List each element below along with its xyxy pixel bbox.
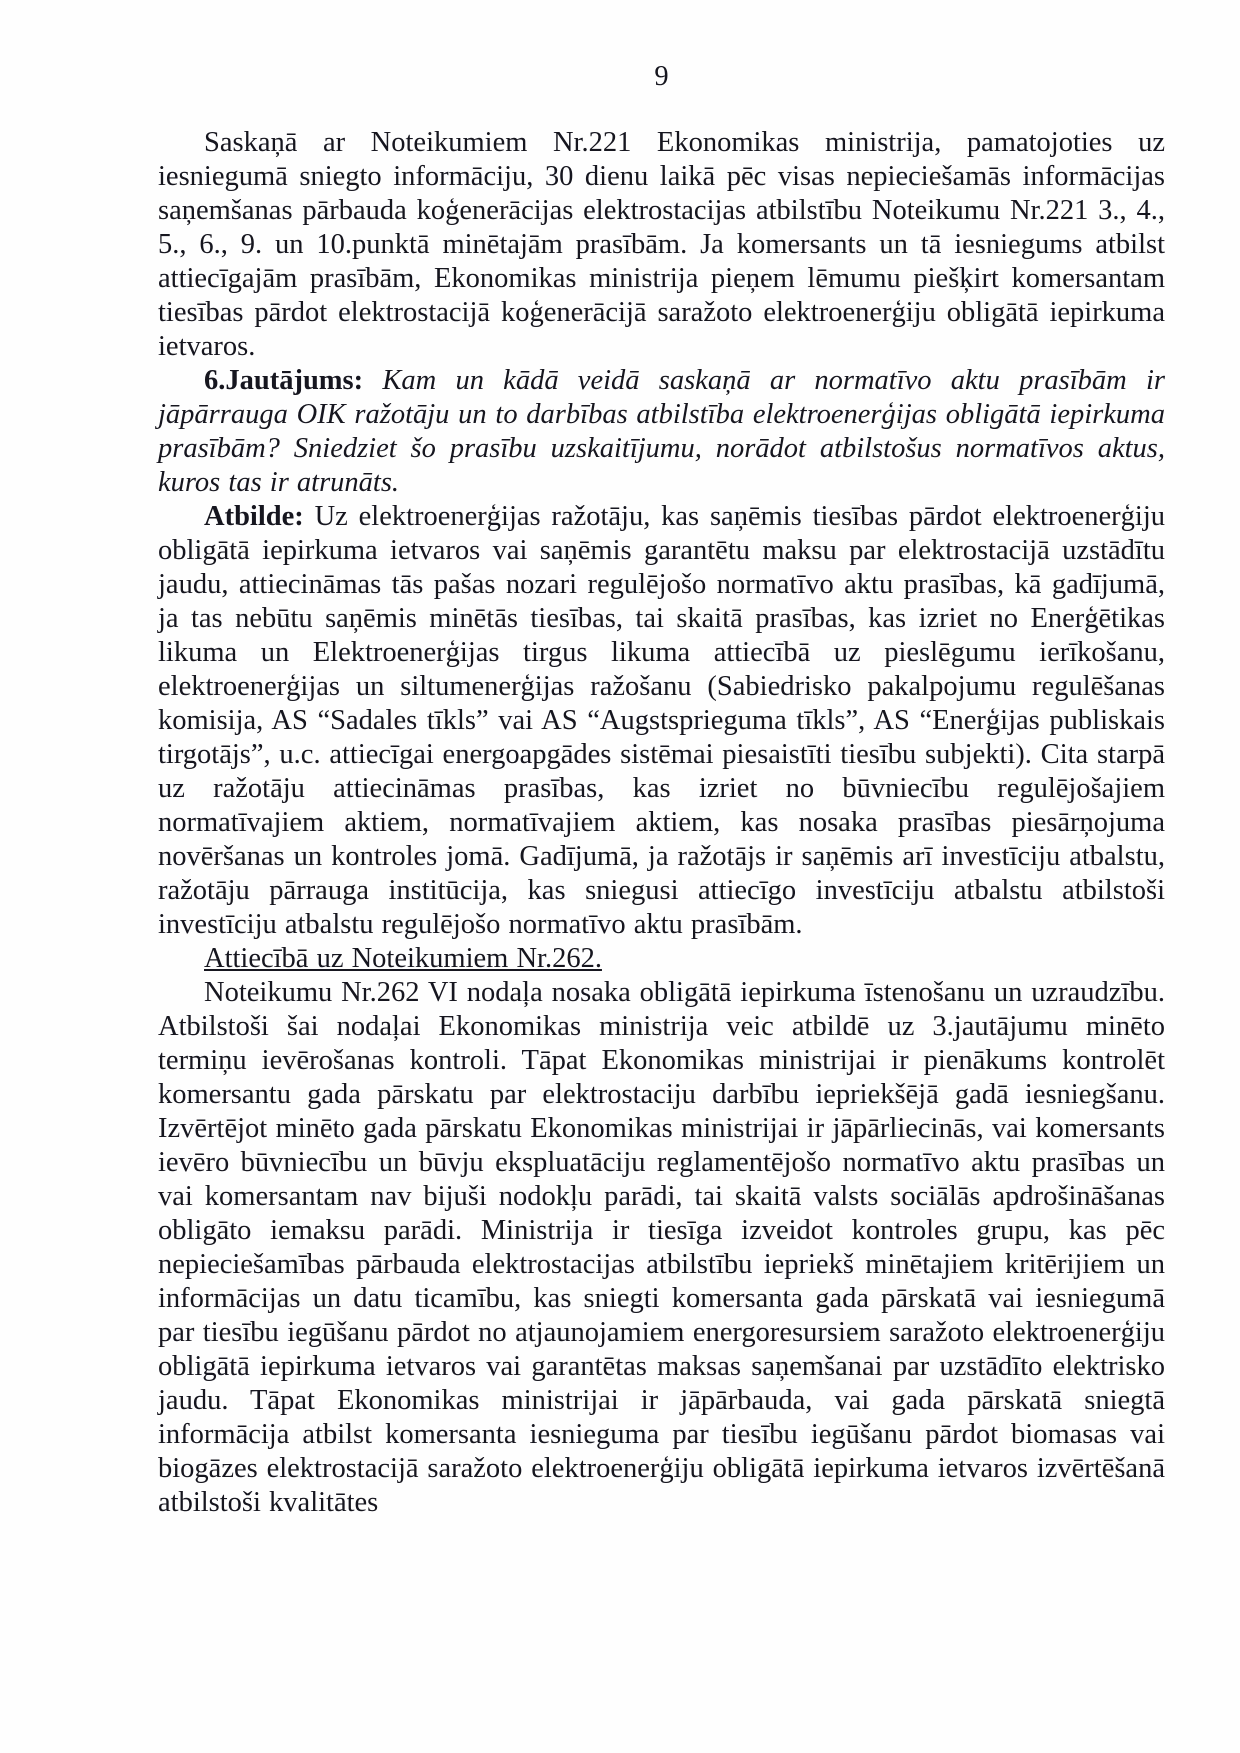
answer-label: Atbilde: bbox=[204, 501, 304, 532]
paragraph-answer bbox=[158, 500, 1165, 942]
text-block bbox=[158, 126, 1165, 1520]
answer-text: Uz elektroenerģijas ražotāju, kas saņēmis tiesības pārdot elektroenerģiju obligātā iepirkuma ietvaros vai saņēmis garantētu maksu par elektrostacijā uzstādītu jaudu, attiecināmas tās pašas nozari regulējošo normatīvo aktu prasības, kā gadījumā, ja tas nebūtu saņēmis minētās tiesības, tai skaitā prasības, kas izriet no Enerģētikas likuma un Elektroenerģijas tirgus likuma attiecībā uz pieslēgumu ierīkošanu, elektroenerģijas un siltumenerģijas ražošanu (Sabiedrisko pakalpojumu regulēšanas komisija, AS “Sadales tīkls” vai AS “Augstsprieguma tīkls”, AS “Enerģijas publiskais tirgotājs”, u.c. attiecīgai energoapgādes sistēmai piesaistīti tiesību subjekti). Cita starpā uz ražotāju attiecināmas prasības, kas izriet no būvniecību regulējošajiem normatīvajiem aktiem, normatīvajiem aktiem, kas nosaka prasības piesārņojuma novēršanas un kontroles jomā. Gadījumā, ja ražotājs ir saņēmis arī investīciju atbalstu, ražotāju pārrauga institūcija, kas sniegusi attiecīgo investīciju atbalstu atbilstoši investīciju atbalstu regulējošo normatīvo aktu prasībām. bbox=[158, 501, 1166, 940]
paragraph-question-6 bbox=[158, 364, 1165, 500]
subheading-noteikumi-262 bbox=[158, 942, 1165, 976]
question-6-label: 6.Jautājums: bbox=[204, 365, 364, 396]
question-6-text: Kam un kādā veidā saskaņā ar normatīvo aktu prasībām ir jāpārrauga OIK ražotāju un to darbības atbilstība elektroenerģijas obligātā iepirkuma prasībām? Sniedziet šo prasību uzskaitījumu, norādot atbilstošus normatīvos aktus, kuros tas ir atrunāts. bbox=[158, 365, 1165, 498]
page-number: 9 bbox=[654, 61, 669, 92]
paragraph-intro: Saskaņā ar Noteikumiem Nr.221 Ekonomikas ministrija, pamatojoties uz iesniegumā sniegto informāciju, 30 dienu laikā pēc visas nepieciešamās informācijas saņemšanas pārbauda koģenerācijas elektrostacijas atbilstību Noteikumu Nr.221 3., 4., 5., 6., 9. un 10.punktā minētajām prasībām. Ja komersants un tā iesniegums atbilst attiecīgajām prasībām, Ekonomikas ministrija pieņem lēmumu piešķirt komersantam tiesības pārdot elektrostacijā koģenerācijā saražoto elektroenerģiju obligātā iepirkuma ietvaros. bbox=[158, 127, 1165, 362]
paragraph-noteikumi-262-body: Noteikumu Nr.262 VI nodaļa nosaka obligātā iepirkuma īstenošanu un uzraudzību. Atbilstoši šai nodaļai Ekonomikas ministrija veic atbildē uz 3.jautājumu minēto termiņu ievērošanas kontroli. Tāpat Ekonomikas ministrijai ir pienākums kontrolēt komersantu gada pārskatu par elektrostaciju darbību iepriekšējā gadā iesniegšanu. Izvērtējot minēto gada pārskatu Ekonomikas ministrijai ir jāpārliecinās, vai komersants ievēro būvniecību un būvju ekspluatāciju reglamentējošo normatīvo aktu prasības un vai komersantam nav bijuši nodokļu parādi, tai skaitā valsts sociālās apdrošināšanas obligāto iemaksu parādi. Ministrija ir tiesīga izveidot kontroles grupu, kas pēc nepieciešamības pārbauda elektrostacijas atbilstību iepriekš minētajiem kritērijiem un informācijas un datu ticamību, kas sniegti komersanta gada pārskatā vai iesniegumā par tiesību iegūšanu pārdot no atjaunojamiem energoresursiem saražoto elektroenerģiju obligātā iepirkuma ietvaros vai garantētas maksas saņemšanai par uzstādīto elektrisko jaudu. Tāpat Ekonomikas ministrijai ir jāpārbauda, vai gada pārskatā sniegtā informācija atbilst komersanta iesnieguma par tiesību iegūšanu pārdot biomasas vai biogāzes elektrostacijā saražoto elektroenerģiju obligātā iepirkuma ietvaros izvērtēšanā atbilstoši kvalitātes bbox=[158, 977, 1165, 1518]
subheading-noteikumi-262-text: Attiecībā uz Noteikumiem Nr.262. bbox=[204, 943, 602, 974]
